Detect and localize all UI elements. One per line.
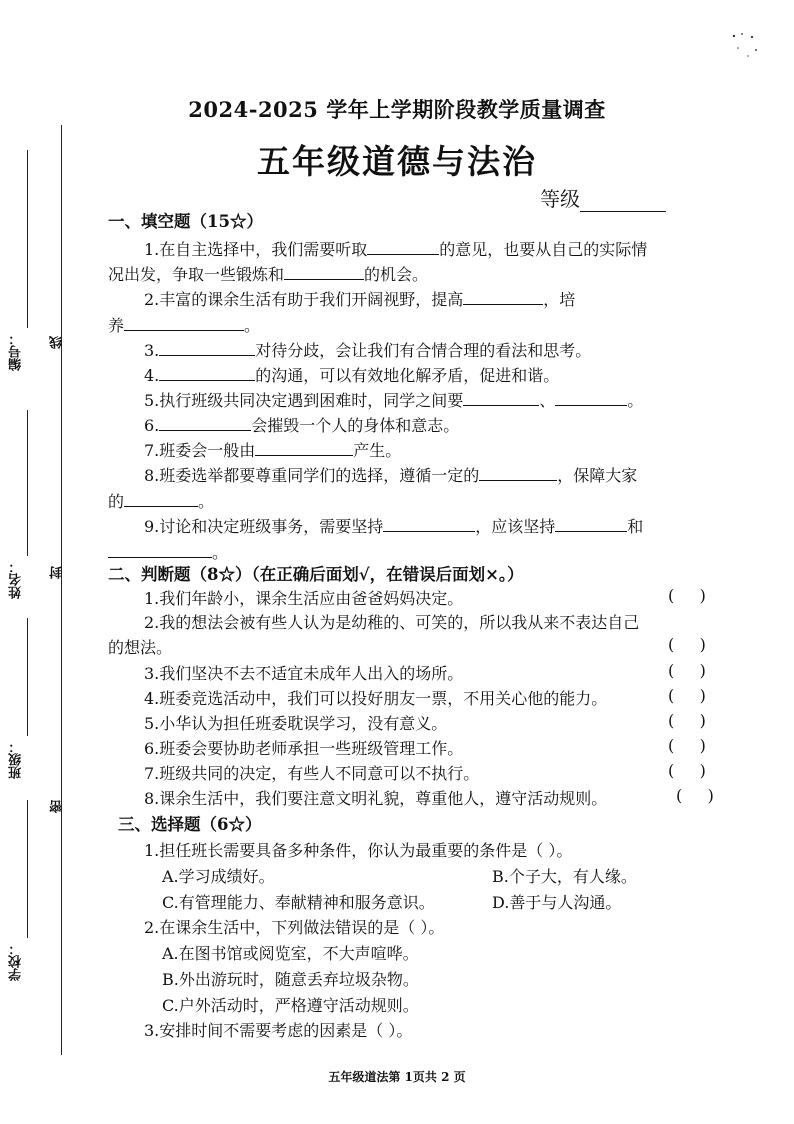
choice-q2: 2.在课余生活中，下列做法错误的是（ ）。 — [144, 918, 445, 937]
blank[interactable] — [284, 261, 364, 280]
fill-q1-line1: 1.在自主选择中，我们需要听取 的意见，也要从自己的实际情 — [144, 236, 647, 261]
choice-q2-option-a[interactable]: A.在图书馆或阅览室，不大声喧哗。 — [162, 944, 419, 963]
choice-q2-option-c[interactable]: C.户外活动时，严格遵守活动规则。 — [162, 996, 419, 1015]
choice-q2-option-b[interactable]: B.外出游玩时，随意丢弃垃圾杂物。 — [162, 970, 419, 989]
blank[interactable] — [463, 286, 543, 305]
field-name-line — [27, 410, 28, 556]
blank[interactable] — [124, 488, 198, 507]
section1-heading: 一、填空题（15☆） — [108, 212, 263, 231]
blank[interactable] — [124, 312, 244, 331]
judge-answer-8[interactable]: ( ) — [676, 786, 714, 805]
field-school-label: 学校： — [9, 942, 24, 981]
judge-item-2: 2.我的想法会被有些人认为是幼稚的、可笑的，所以我从来不表达自己 — [144, 613, 640, 632]
blank[interactable] — [479, 462, 557, 481]
choice-q1: 1.担任班长需要具备多种条件，你认为最重要的条件是（ ）。 — [144, 841, 573, 860]
judge-answer-7[interactable]: ( ) — [668, 761, 706, 780]
blank[interactable] — [159, 412, 251, 431]
judge-item-6: 6.班委会要协助老师承担一些班级管理工作。 — [144, 739, 464, 758]
fill-q2-line1: 2.丰富的课余生活有助于我们开阔视野，提高 ，培 — [144, 286, 575, 311]
fill-q9-line1: 9.讨论和决定班级事务，需要坚持 ，应该坚持 和 — [144, 513, 643, 538]
fill-q3: 3. 对待分歧，会让我们有合情合理的看法和思考。 — [144, 337, 591, 362]
judge-answer-5[interactable]: ( ) — [668, 711, 706, 730]
judge-answer-4[interactable]: ( ) — [668, 686, 706, 705]
seal-char-seal: 封 — [50, 566, 65, 579]
fill-q2-line2: 养 。 — [108, 312, 260, 337]
judge-item-8: 8.课余生活中，我们要注意文明礼貌，尊重他人，遵守活动规则。 — [144, 789, 608, 808]
blank[interactable] — [159, 362, 255, 381]
judge-answer-1[interactable]: ( ) — [668, 586, 706, 605]
judge-item-7: 7.班级共同的决定，有些人不同意可以不执行。 — [144, 764, 480, 783]
judge-item-3: 3.我们坚决不去不适宜未成年人出入的场所。 — [144, 664, 464, 683]
judge-item-2-cont: 的想法。 — [108, 638, 173, 657]
grade-label: 等级 — [540, 187, 580, 211]
subject-title: 五年级道德与法治 — [257, 142, 537, 181]
judge-item-4: 4.班委竞选活动中，我们可以投好朋友一票，不用关心他的能力。 — [144, 689, 608, 708]
blank[interactable] — [555, 387, 627, 406]
fill-q4: 4. 的沟通，可以有效地化解矛盾，促进和谐。 — [144, 362, 559, 387]
binding-line — [61, 125, 62, 1055]
grade-field — [540, 183, 666, 212]
field-class-line — [27, 618, 28, 736]
fill-q8-line2: 的 。 — [108, 488, 214, 513]
field-name-label: 姓名： — [9, 560, 24, 599]
blank[interactable] — [108, 539, 212, 558]
judge-answer-6[interactable]: ( ) — [668, 736, 706, 755]
section2-heading: 二、判断题（8☆）（在正确后面划√，在错误后面划×。） — [108, 565, 524, 584]
choice-q3: 3.安排时间不需要考虑的因素是（ ）。 — [144, 1021, 413, 1040]
exam-title: 2024-2025 学年上学期阶段教学质量调查 — [188, 97, 606, 122]
judge-item-1: 1.我们年龄小，课余生活应由爸爸妈妈决定。 — [144, 589, 464, 608]
blank[interactable] — [367, 236, 439, 255]
choice-q1-option-a[interactable]: A.学习成绩好。 — [162, 867, 275, 886]
fill-q9-line2: 。 — [108, 539, 228, 564]
blank[interactable] — [463, 387, 539, 406]
field-number-label: 编号： — [9, 332, 24, 371]
scan-specks — [726, 28, 766, 64]
fill-q1-line2: 况出发，争取一些锻炼和 的机会。 — [108, 261, 428, 286]
seal-char-line: 线 — [50, 336, 65, 349]
blank[interactable] — [159, 337, 255, 356]
fill-q7: 7.班委会一般由 产生。 — [144, 437, 401, 462]
fill-q5: 5.执行班级共同决定遇到困难时，同学之间要 、 。 — [144, 387, 643, 412]
choice-q1-option-c[interactable]: C.有管理能力、奉献精神和服务意识。 — [162, 893, 435, 912]
section3-heading: 三、选择题（6☆） — [118, 815, 262, 834]
choice-q1-option-b[interactable]: B.个子大，有人缘。 — [492, 867, 637, 886]
choice-q1-option-d[interactable]: D.善于与人沟通。 — [492, 893, 622, 912]
blank[interactable] — [255, 437, 353, 456]
judge-answer-3[interactable]: ( ) — [668, 661, 706, 680]
judge-answer-2[interactable]: ( ) — [668, 635, 706, 654]
page-footer: 五年级道法第 1页共 2 页 — [328, 1070, 466, 1084]
field-class-label: 班级： — [9, 740, 24, 779]
judge-item-5: 5.小华认为担任班委耽误学习，没有意义。 — [144, 714, 448, 733]
field-school-line — [27, 800, 28, 938]
blank[interactable] — [383, 513, 475, 532]
blank[interactable] — [555, 513, 627, 532]
fill-q8-line1: 8.班委选举都要尊重同学们的选择，遵循一定的 ，保障大家 — [144, 462, 637, 487]
fill-q6: 6. 会摧毁一个人的身体和意志。 — [144, 412, 459, 437]
grade-blank[interactable] — [580, 191, 666, 212]
seal-char-secret: 密 — [50, 800, 65, 813]
